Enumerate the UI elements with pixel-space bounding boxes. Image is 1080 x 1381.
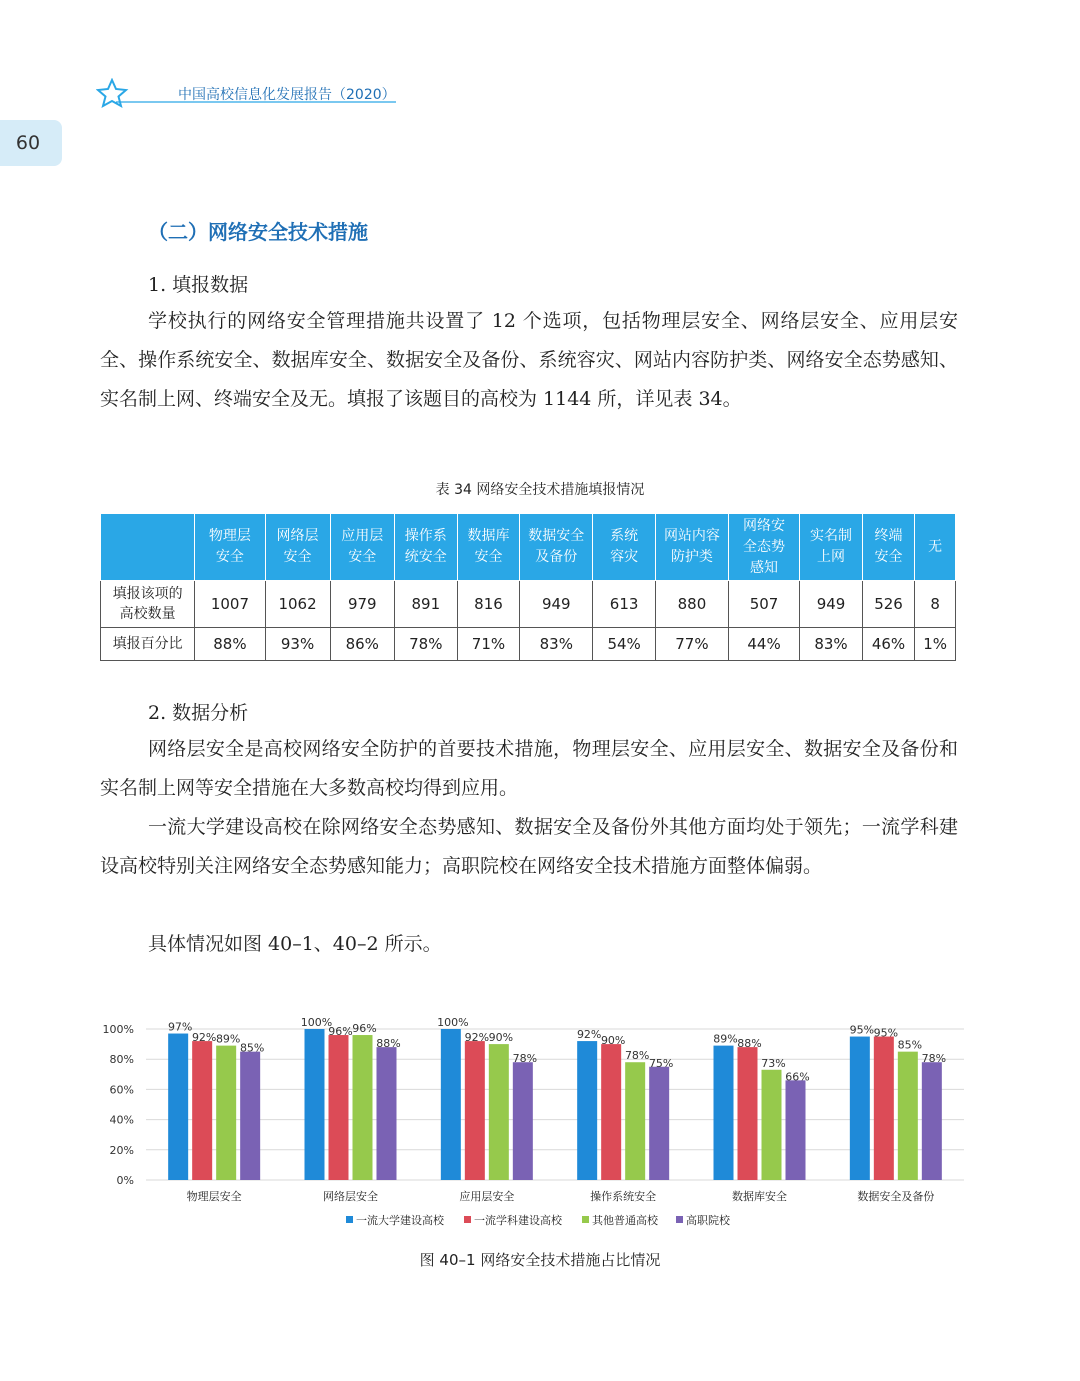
bar [601,1044,621,1180]
data-label: 92% [576,1028,602,1042]
table-cell: 86% [330,628,394,661]
column-header-line: 安全 [474,549,503,565]
table-cell: 83% [520,628,593,661]
column-header-line: 应用层 [341,528,384,544]
legend-swatch [464,1216,471,1223]
data-label: 88% [737,1037,762,1051]
table-cell: 949 [800,581,863,628]
column-header [728,514,799,581]
bar [577,1041,597,1180]
legend-label: 一流大学建设高校 [356,1214,444,1227]
row-label-line: 高校数量 [119,606,176,622]
column-header [394,514,457,581]
column-header [915,514,956,581]
bar [714,1046,734,1180]
table-cell: 46% [862,628,914,661]
bar [625,1062,645,1180]
column-header-line: 系统 [610,528,639,544]
table-cell: 1007 [195,581,265,628]
running-header [96,78,416,110]
table-row [101,581,956,628]
bar [489,1044,509,1180]
y-tick-label: 40% [109,1113,134,1127]
column-header-line: 无 [928,538,943,555]
row-label-line: 填报该项的 [112,586,183,602]
column-header-line: 防护类 [670,549,713,565]
bar [850,1037,870,1180]
data-label: 78% [624,1049,650,1063]
bar [192,1041,212,1180]
column-header-line: 容灾 [610,549,639,565]
column-header [457,514,520,581]
data-label: 89% [713,1032,738,1046]
table-cell: 1062 [265,581,330,628]
bar [240,1052,260,1180]
bar [168,1034,188,1180]
legend-swatch [582,1216,589,1223]
row-label [101,581,195,628]
data-label: 78% [512,1052,538,1066]
page-number: 60 [15,132,41,154]
table-cell: 880 [655,581,728,628]
legend-swatch [346,1216,353,1223]
table-cell: 8 [915,581,956,628]
bar [786,1080,806,1180]
column-header-line: 终端 [874,528,903,544]
data-label: 73% [761,1056,786,1070]
bar [465,1041,485,1180]
data-label: 92% [464,1031,490,1045]
table-cell: 526 [862,581,914,628]
column-header-line: 上网 [817,549,845,565]
column-header-line: 感知 [750,559,779,576]
column-header-line: 物理层 [208,528,251,544]
bar [874,1037,894,1180]
legend-swatch [676,1216,683,1223]
column-header-line: 统安全 [404,549,447,565]
table-cell: 77% [655,628,728,661]
table-cell: 949 [520,581,593,628]
data-label: 85% [897,1038,923,1052]
chart-caption: 图 40–1 网络安全技术措施占比情况 [419,1251,661,1269]
bar [922,1062,942,1180]
table-cell: 979 [330,581,394,628]
y-tick-label: 60% [109,1083,134,1097]
bar [216,1046,236,1180]
table-cell: 78% [394,628,457,661]
bar [738,1047,758,1180]
paragraph-3: 一流大学建设高校在除网络安全态势感知、数据安全及备份外其他方面均处于领先；一流学科建设高校特别关注网络安全态势感知能力；高职院校在网络安全技术措施方面整体偏弱。 [100,816,958,877]
section-title: （二）网络安全技术措施 [148,220,368,244]
data-label: 85% [239,1041,265,1055]
bar [441,1029,461,1180]
table-cell: 44% [728,628,799,661]
table-cell: 54% [593,628,656,661]
column-header [520,514,593,581]
column-header-line: 网络层 [276,528,319,544]
column-header [265,514,330,581]
table-cell: 83% [800,628,863,661]
data-label: 90% [600,1034,626,1048]
column-header [862,514,914,581]
x-tick-label: 网络层安全 [323,1190,378,1203]
column-header [800,514,863,581]
row-label: 填报百分比 [101,628,195,661]
bar [898,1052,918,1180]
column-header-line: 数据安全 [528,528,585,544]
column-header-line: 安全 [874,549,903,565]
table-cell: 1% [915,628,956,661]
bar [305,1029,325,1180]
y-tick-label: 20% [109,1143,134,1157]
column-header [655,514,728,581]
legend-label: 其他普通高校 [592,1214,658,1227]
table-header-row [101,514,956,581]
table-cell: 88% [195,628,265,661]
column-header-line: 安全 [215,549,244,565]
table-34 [100,513,956,661]
data-label: 78% [921,1052,947,1066]
data-label: 75% [648,1056,674,1070]
x-tick-label: 数据库安全 [732,1190,787,1203]
bar [353,1035,373,1180]
x-tick-label: 数据安全及备份 [857,1190,935,1203]
column-header-line: 全态势 [743,538,786,555]
column-header-line: 及备份 [535,549,578,565]
y-tick-label: 80% [109,1053,134,1067]
paragraph-1: 学校执行的网络安全管理措施共设置了 12 个选项，包括物理层安全、网络层安全、应用层安全、操作系统安全、数据库安全、数据安全及备份、系统容灾、网站内容防护类、网络安全态势感知、实名制上网、终端安全及无。填报了该题目的高校为 1144 所，详见表 34。 [100,310,958,410]
data-label: 97% [167,1020,193,1034]
table-cell: 71% [457,628,520,661]
x-tick-label: 应用层安全 [459,1190,515,1203]
data-label: 96% [352,1022,377,1036]
data-label: 100% [437,1016,469,1029]
table-cell: 891 [394,581,457,628]
table-row [101,628,956,661]
column-header [330,514,394,581]
header-title: 中国高校信息化发展报告（2020） [178,87,396,103]
data-label: 90% [488,1031,514,1045]
table-corner-cell [101,514,195,581]
column-header-line: 实名制 [810,528,852,544]
subheading-2: 2. 数据分析 [148,702,249,724]
bar-chart [96,1005,976,1235]
x-tick-label: 操作系统安全 [590,1190,657,1203]
data-label: 95% [873,1026,899,1040]
data-label: 92% [191,1031,217,1045]
x-tick-label: 物理层安全 [186,1190,242,1203]
table-cell: 507 [728,581,799,628]
paragraph-2: 网络层安全是高校网络安全防护的首要技术措施，物理层安全、应用层安全、数据安全及备份和实名制上网等安全措施在大多数高校均得到应用。 [100,738,958,799]
table-cell: 93% [265,628,330,661]
table-cell: 613 [593,581,656,628]
bar [329,1035,349,1180]
data-label: 89% [215,1032,241,1046]
bar [762,1070,782,1180]
column-header-line: 网络安 [743,517,786,534]
subheading-1: 1. 填报数据 [148,274,249,296]
y-tick-label: 0% [116,1174,134,1187]
column-header-line: 数据库 [467,528,510,544]
paragraph-4: 具体情况如图 40–1、40–2 所示。 [148,933,442,955]
data-label: 96% [328,1025,353,1039]
table-cell: 816 [457,581,520,628]
data-label: 100% [300,1016,333,1029]
column-header-line: 操作系 [404,528,447,544]
legend-label: 高职院校 [686,1214,730,1227]
column-header [593,514,656,581]
column-header-line: 网站内容 [663,528,720,544]
data-label: 95% [849,1023,875,1037]
column-header-line: 安全 [283,549,312,565]
bar [513,1062,533,1180]
data-label: 88% [376,1037,401,1051]
column-header-line: 安全 [348,549,377,565]
bar [377,1047,397,1180]
table-caption: 表 34 网络安全技术措施填报情况 [435,482,645,498]
legend-label: 一流学科建设高校 [474,1214,562,1227]
bar [649,1067,669,1180]
data-label: 66% [785,1070,810,1084]
column-header [195,514,265,581]
y-tick-label: 100% [102,1023,134,1036]
